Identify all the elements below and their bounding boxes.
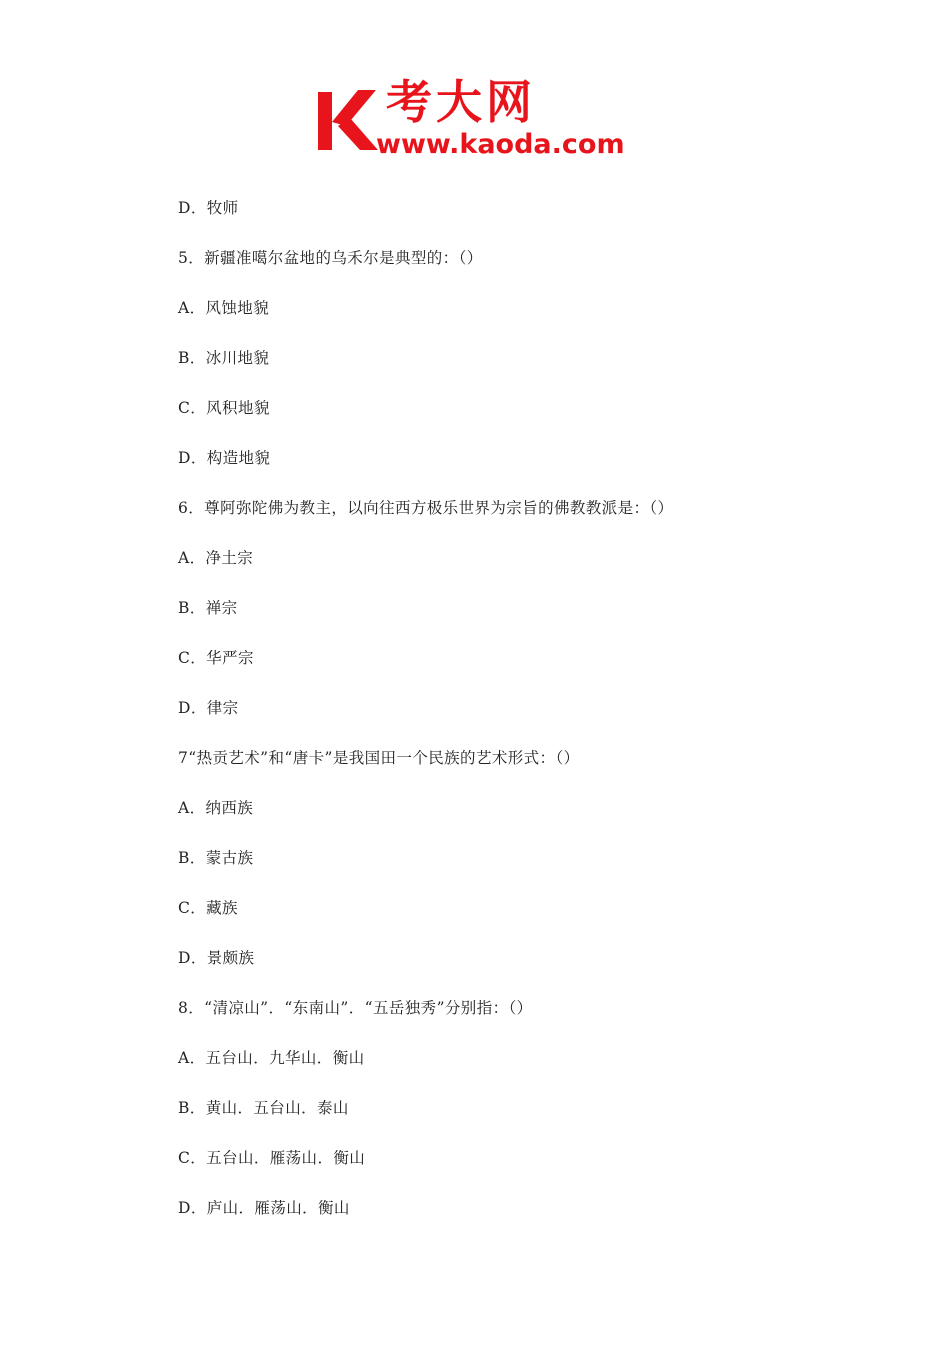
option-line: B．禅宗 (178, 599, 238, 617)
logo-title: 考大网 (386, 75, 536, 129)
option-line: D．庐山．雁荡山．衡山 (178, 1199, 350, 1217)
option-line: C．华严宗 (178, 649, 254, 667)
logo-k-mark-icon (318, 86, 378, 150)
question-line: 6．尊阿弥陀佛为教主，以向往西方极乐世界为宗旨的佛教教派是：（） (178, 499, 674, 517)
question-list (178, 196, 878, 1246)
question-line: 7“热贡艺术”和“唐卡”是我国田一个民族的艺术形式：（） (178, 749, 580, 767)
option-line: C．藏族 (178, 899, 238, 917)
option-line: A．纳西族 (178, 799, 254, 817)
option-line: C．五台山．雁荡山．衡山 (178, 1149, 366, 1167)
option-line: A．净土宗 (178, 549, 254, 567)
option-line: B．黄山．五台山．泰山 (178, 1099, 349, 1117)
kaoda-logo[interactable] (318, 75, 640, 162)
option-line: C．风积地貌 (178, 399, 270, 417)
logo-url: www.kaoda.com (376, 129, 625, 160)
option-line: B．冰川地貌 (178, 349, 270, 367)
option-line: A．五台山．九华山．衡山 (178, 1049, 365, 1067)
question-line: 5．新疆准噶尔盆地的乌禾尔是典型的：（） (178, 249, 483, 267)
option-line: D．律宗 (178, 699, 239, 717)
option-line: D．牧师 (178, 199, 239, 217)
option-line: A．风蚀地貌 (178, 299, 270, 317)
option-line: B．蒙古族 (178, 849, 254, 867)
option-line: D．构造地貌 (178, 449, 271, 467)
option-line: D．景颇族 (178, 949, 255, 967)
question-line: 8．“清凉山”．“东南山”．“五岳独秀”分别指：（） (178, 999, 533, 1017)
